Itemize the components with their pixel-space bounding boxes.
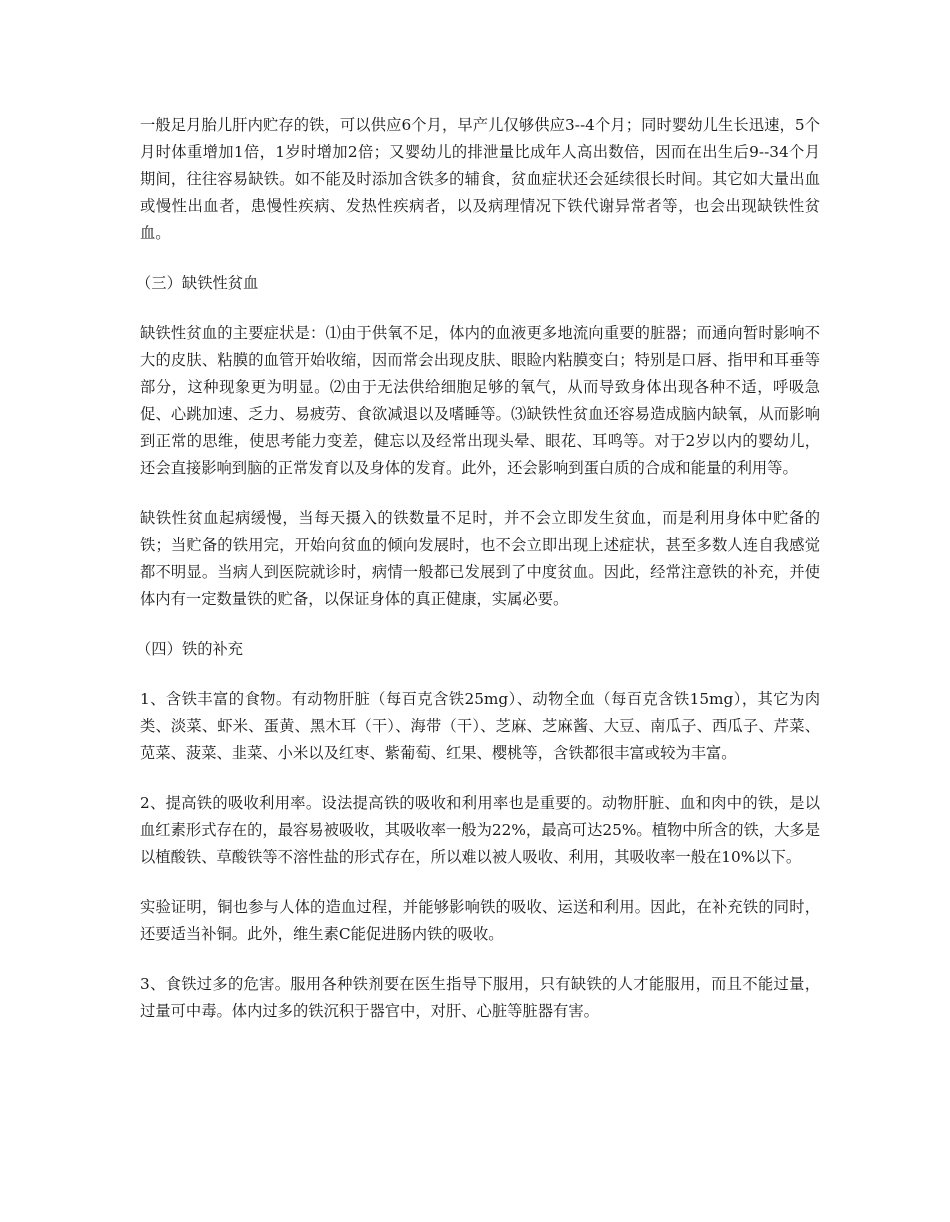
paragraph-iron-rich-foods: 1、含铁丰富的食物。有动物肝脏（每百克含铁25mg）、动物全血（每百克含铁15mg），其它为肉类、淡菜、虾米、蛋黄、黑木耳（干）、海带（干）、芝麻、芝麻酱、大豆、南瓜子、西瓜子、芹菜、苋菜、菠菜、韭菜、小米以及红枣、紫葡萄、红果、樱桃等，含铁都很丰富或较为丰富。 <box>140 690 820 762</box>
paragraph-copper-vitamin-c: 实验证明，铜也参与人体的造血过程，并能够影响铁的吸收、运送和利用。因此，在补充铁的同时，还要适当补铜。此外，维生素C能促进肠内铁的吸收。 <box>140 898 820 943</box>
document-page <box>136 112 820 1048</box>
paragraph-anemia-onset: 缺铁性贫血起病缓慢，当每天摄入的铁数量不足时，并不会立即发生贫血，而是利用身体中贮备的铁；当贮备的铁用完，开始向贫血的倾向发展时，也不会立即出现上述症状，甚至多数人连自我感觉都不明显。当病人到医院就诊时，病情一般都已发展到了中度贫血。因此，经常注意铁的补充，并使体内有一定数量铁的贮备，以保证身体的真正健康，实属必要。 <box>140 509 820 608</box>
paragraph-iron-absorption: 2、提高铁的吸收利用率。设法提高铁的吸收和利用率也是重要的。动物肝脏、血和肉中的铁，是以血红素形式存在的，最容易被吸收，其吸收率一般为22%，最高可达25%。植物中所含的铁，大多是以植酸铁、草酸铁等不溶性盐的形式存在，所以难以被人吸收、利用，其吸收率一般在10%以下。 <box>140 794 820 866</box>
paragraph-infant-iron-storage: 一般足月胎儿肝内贮存的铁，可以供应6个月，早产儿仅够供应3--4个月；同时婴幼儿生长迅速，5个月时体重增加1倍，1岁时增加2倍；又婴幼儿的排泄量比成年人高出数倍，因而在出生后9--34个月期间，往往容易缺铁。如不能及时添加含铁多的辅食，贫血症状还会延续很长时间。其它如大量出血或慢性出血者，患慢性疾病、发热性疾病者，以及病理情况下铁代谢异常者等，也会出现缺铁性贫血。 <box>140 116 820 242</box>
paragraph-anemia-symptoms: 缺铁性贫血的主要症状是：⑴由于供氧不足，体内的血液更多地流向重要的脏器；而通向暂时影响不大的皮肤、粘膜的血管开始收缩，因而常会出现皮肤、眼睑内粘膜变白；特别是口唇、指甲和耳垂等部分，这种现象更为明显。⑵由于无法供给细胞足够的氧气，从而导致身体出现各种不适，呼吸急促、心跳加速、乏力、易疲劳、食欲减退以及嗜睡等。⑶缺铁性贫血还容易造成脑内缺氧，从而影响到正常的思维，使思考能力变差，健忘以及经常出现头晕、眼花、耳鸣等。对于2岁以内的婴幼儿，还会直接影响到脑的正常发育以及身体的发育。此外，还会影响到蛋白质的合成和能量的利用等。 <box>140 324 820 477</box>
paragraph-iron-overdose: 3、食铁过多的危害。服用各种铁剂要在医生指导下服用，只有缺铁的人才能服用，而且不能过量，过量可中毒。体内过多的铁沉积于器官中，对肝、心脏等脏器有害。 <box>140 975 820 1020</box>
section-heading-iron-supplement: （四）铁的补充 <box>136 640 244 658</box>
section-heading-iron-deficiency-anemia: （三）缺铁性贫血 <box>136 274 259 292</box>
